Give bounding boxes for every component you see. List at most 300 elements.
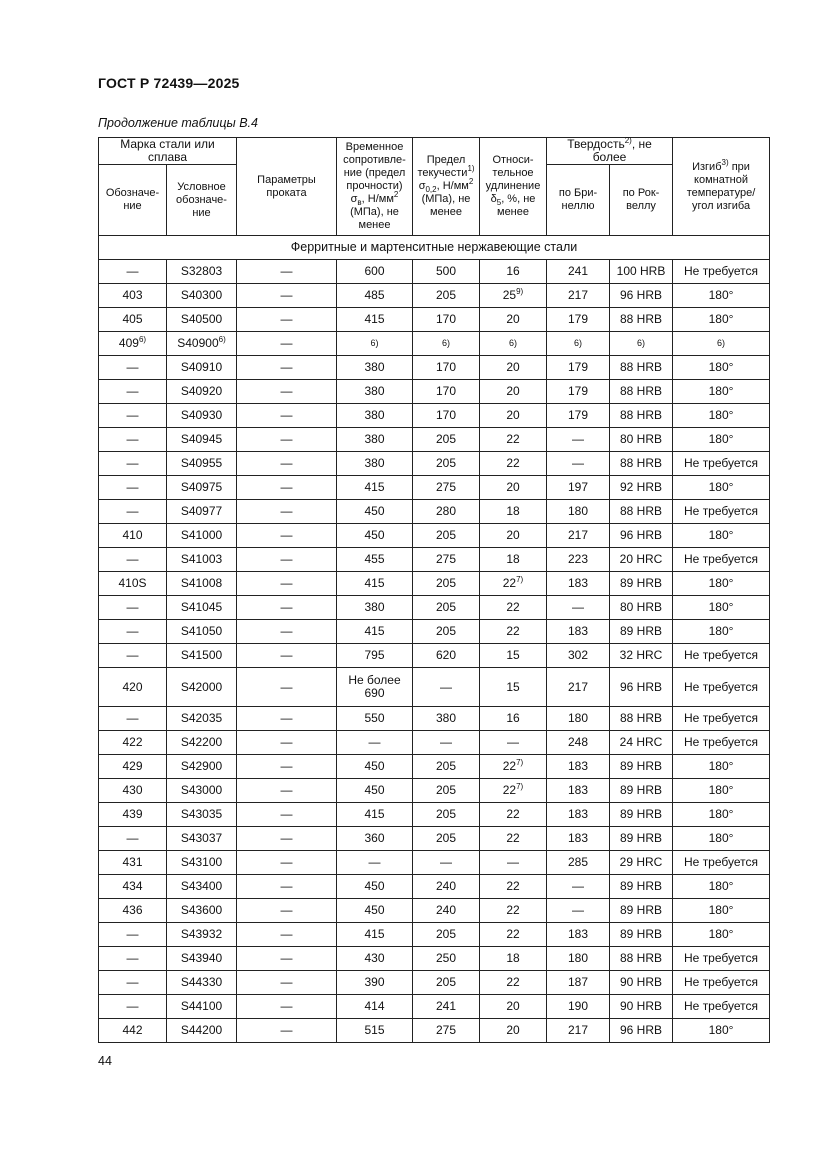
cell-bend: Не требуется [673, 644, 770, 668]
table-row [99, 644, 770, 668]
cell-elongation: 18 [480, 548, 547, 572]
table-row [99, 731, 770, 755]
table-row [99, 923, 770, 947]
cell-rockwell: 89 HRB [610, 923, 673, 947]
cell-yield: — [413, 731, 480, 755]
cell-tensile: 795 [337, 644, 413, 668]
cell-designation: — [99, 644, 167, 668]
cell-tensile: 380 [337, 452, 413, 476]
cell-designation: 422 [99, 731, 167, 755]
cell-tensile: Не более 690 [337, 668, 413, 707]
cell-yield: 170 [413, 380, 480, 404]
document-title: ГОСТ Р 72439—2025 [98, 75, 240, 91]
cell-conventional: S43600 [167, 899, 237, 923]
cell-elongation: 20 [480, 356, 547, 380]
cell-bend: Не требуется [673, 971, 770, 995]
cell-tensile: 450 [337, 899, 413, 923]
table-row [99, 404, 770, 428]
cell-params: — [237, 548, 337, 572]
cell-bend: Не требуется [673, 452, 770, 476]
cell-conventional: S41050 [167, 620, 237, 644]
cell-rockwell: 96 HRB [610, 284, 673, 308]
cell-brinell: 241 [547, 260, 610, 284]
cell-brinell: 197 [547, 476, 610, 500]
cell-designation: — [99, 380, 167, 404]
cell-elongation: 22 [480, 875, 547, 899]
cell-brinell: 179 [547, 404, 610, 428]
cell-bend: 180° [673, 308, 770, 332]
cell-rockwell: 88 HRB [610, 380, 673, 404]
table-row [99, 260, 770, 284]
page-number: 44 [98, 1054, 112, 1068]
cell-tensile: 450 [337, 875, 413, 899]
cell-elongation: 22 [480, 428, 547, 452]
cell-designation: — [99, 404, 167, 428]
cell-conventional: S43932 [167, 923, 237, 947]
cell-params: — [237, 332, 337, 356]
cell-brinell: 248 [547, 731, 610, 755]
cell-tensile: 415 [337, 572, 413, 596]
cell-yield: 250 [413, 947, 480, 971]
cell-params: — [237, 995, 337, 1019]
cell-conventional: S32803 [167, 260, 237, 284]
cell-conventional: S40500 [167, 308, 237, 332]
cell-designation: 405 [99, 308, 167, 332]
cell-params: — [237, 260, 337, 284]
cell-conventional: S44200 [167, 1019, 237, 1043]
cell-elongation: 22 [480, 899, 547, 923]
cell-yield: 275 [413, 1019, 480, 1043]
cell-yield: 205 [413, 971, 480, 995]
cell-designation: 403 [99, 284, 167, 308]
cell-elongation: 18 [480, 947, 547, 971]
table-row [99, 428, 770, 452]
header-brinell: по Бри-неллю [547, 165, 610, 236]
table-row [99, 500, 770, 524]
header-designation: Обозначе-ние [99, 165, 167, 236]
cell-bend: Не требуется [673, 947, 770, 971]
cell-rockwell: 90 HRB [610, 995, 673, 1019]
cell-yield: 205 [413, 524, 480, 548]
cell-rockwell: 24 HRC [610, 731, 673, 755]
cell-brinell: 302 [547, 644, 610, 668]
table-row [99, 755, 770, 779]
table-row [99, 803, 770, 827]
cell-brinell: 183 [547, 572, 610, 596]
cell-designation: — [99, 620, 167, 644]
cell-bend: 180° [673, 827, 770, 851]
cell-designation: — [99, 356, 167, 380]
cell-conventional: S43037 [167, 827, 237, 851]
cell-bend: 180° [673, 404, 770, 428]
cell-params: — [237, 356, 337, 380]
cell-conventional: S40300 [167, 284, 237, 308]
cell-params: — [237, 971, 337, 995]
cell-params: — [237, 452, 337, 476]
cell-designation: 410S [99, 572, 167, 596]
table-row [99, 899, 770, 923]
cell-params: — [237, 947, 337, 971]
cell-tensile: 485 [337, 284, 413, 308]
cell-bend: 180° [673, 428, 770, 452]
cell-yield: 280 [413, 500, 480, 524]
cell-conventional: S43000 [167, 779, 237, 803]
cell-rockwell: 100 HRB [610, 260, 673, 284]
cell-rockwell: 89 HRB [610, 803, 673, 827]
cell-rockwell: 88 HRB [610, 308, 673, 332]
cell-brinell: 190 [547, 995, 610, 1019]
cell-yield: 205 [413, 596, 480, 620]
cell-elongation: 22 [480, 452, 547, 476]
cell-designation: — [99, 971, 167, 995]
cell-elongation: 22 [480, 971, 547, 995]
cell-designation: 442 [99, 1019, 167, 1043]
table-row [99, 851, 770, 875]
cell-elongation: 22 [480, 803, 547, 827]
cell-designation: 436 [99, 899, 167, 923]
cell-yield: 275 [413, 548, 480, 572]
cell-designation: — [99, 596, 167, 620]
cell-params: — [237, 404, 337, 428]
cell-params: — [237, 827, 337, 851]
cell-yield: 205 [413, 923, 480, 947]
cell-bend: 180° [673, 1019, 770, 1043]
cell-tensile: 390 [337, 971, 413, 995]
cell-tensile: 450 [337, 524, 413, 548]
cell-bend: Не требуется [673, 668, 770, 707]
cell-conventional: S40945 [167, 428, 237, 452]
table-row [99, 476, 770, 500]
cell-bend: 6) [673, 332, 770, 356]
cell-designation: — [99, 476, 167, 500]
cell-bend: Не требуется [673, 731, 770, 755]
table-row [99, 284, 770, 308]
table-row [99, 308, 770, 332]
cell-bend: 180° [673, 803, 770, 827]
header-yield: Предел текучести$^{1)}$ $\sigma_{0,2}$, $Н/мм^2$ (МПа), не менее [413, 138, 480, 236]
cell-elongation: 20 [480, 995, 547, 1019]
cell-yield: — [413, 668, 480, 707]
cell-brinell: 217 [547, 524, 610, 548]
cell-brinell: 217 [547, 1019, 610, 1043]
cell-brinell: 183 [547, 923, 610, 947]
cell-yield: 240 [413, 899, 480, 923]
properties-table [98, 137, 770, 1043]
cell-bend: Не требуется [673, 995, 770, 1019]
cell-tensile: 415 [337, 476, 413, 500]
cell-brinell: — [547, 428, 610, 452]
cell-rockwell: 96 HRB [610, 1019, 673, 1043]
header-tensile: Временное сопротивле-ние (предел прочности) $\sigma_в$, $Н/мм^2$ (МПа), не менее [337, 138, 413, 236]
cell-conventional: S40955 [167, 452, 237, 476]
cell-conventional: S40900$^{6)}$ [167, 332, 237, 356]
cell-rockwell: 89 HRB [610, 779, 673, 803]
cell-tensile: 455 [337, 548, 413, 572]
cell-brinell: 6) [547, 332, 610, 356]
cell-brinell: 183 [547, 620, 610, 644]
cell-elongation: 22 [480, 620, 547, 644]
cell-conventional: S41003 [167, 548, 237, 572]
cell-bend: Не требуется [673, 851, 770, 875]
header-bend: Изгиб$^{3)}$ при комнатной температуре/ угол изгиба [673, 138, 770, 236]
table-row [99, 452, 770, 476]
cell-rockwell: 20 HRC [610, 548, 673, 572]
cell-conventional: S42200 [167, 731, 237, 755]
cell-params: — [237, 620, 337, 644]
cell-params: — [237, 899, 337, 923]
cell-params: — [237, 731, 337, 755]
cell-bend: Не требуется [673, 707, 770, 731]
cell-elongation: 22 [480, 827, 547, 851]
cell-elongation: 20 [480, 380, 547, 404]
cell-brinell: — [547, 899, 610, 923]
cell-yield: — [413, 851, 480, 875]
cell-elongation: 20 [480, 308, 547, 332]
cell-tensile: 380 [337, 404, 413, 428]
cell-yield: 275 [413, 476, 480, 500]
cell-params: — [237, 596, 337, 620]
header-params: Параметры проката [237, 138, 337, 236]
cell-brinell: 179 [547, 308, 610, 332]
cell-elongation: 18 [480, 500, 547, 524]
table-row [99, 668, 770, 707]
cell-elongation: 22 [480, 923, 547, 947]
cell-tensile: 6) [337, 332, 413, 356]
cell-bend: 180° [673, 356, 770, 380]
cell-bend: Не требуется [673, 548, 770, 572]
cell-tensile: 430 [337, 947, 413, 971]
cell-bend: 180° [673, 899, 770, 923]
cell-params: — [237, 428, 337, 452]
table-row [99, 707, 770, 731]
cell-bend: 180° [673, 875, 770, 899]
cell-designation: — [99, 548, 167, 572]
cell-tensile: — [337, 851, 413, 875]
cell-bend: 180° [673, 620, 770, 644]
cell-yield: 205 [413, 452, 480, 476]
cell-conventional: S43100 [167, 851, 237, 875]
cell-yield: 500 [413, 260, 480, 284]
cell-rockwell: 89 HRB [610, 899, 673, 923]
cell-rockwell: 89 HRB [610, 755, 673, 779]
cell-elongation: 22 [480, 596, 547, 620]
cell-params: — [237, 524, 337, 548]
cell-yield: 380 [413, 707, 480, 731]
cell-rockwell: 88 HRB [610, 452, 673, 476]
cell-elongation: 6) [480, 332, 547, 356]
cell-tensile: 380 [337, 596, 413, 620]
cell-brinell: 217 [547, 284, 610, 308]
cell-brinell: 180 [547, 707, 610, 731]
cell-elongation: 20 [480, 1019, 547, 1043]
table-row [99, 548, 770, 572]
cell-rockwell: 88 HRB [610, 356, 673, 380]
cell-designation: — [99, 707, 167, 731]
cell-yield: 205 [413, 620, 480, 644]
cell-yield: 6) [413, 332, 480, 356]
cell-yield: 620 [413, 644, 480, 668]
cell-designation: — [99, 923, 167, 947]
cell-designation: 431 [99, 851, 167, 875]
cell-conventional: S40975 [167, 476, 237, 500]
cell-conventional: S44100 [167, 995, 237, 1019]
cell-elongation: 20 [480, 404, 547, 428]
table-row [99, 572, 770, 596]
table-row [99, 524, 770, 548]
table-row [99, 356, 770, 380]
cell-params: — [237, 668, 337, 707]
cell-rockwell: 88 HRB [610, 707, 673, 731]
cell-params: — [237, 755, 337, 779]
cell-designation: 409$^{6)}$ [99, 332, 167, 356]
cell-conventional: S40910 [167, 356, 237, 380]
cell-brinell: — [547, 452, 610, 476]
cell-elongation: — [480, 731, 547, 755]
cell-brinell: 180 [547, 500, 610, 524]
cell-params: — [237, 803, 337, 827]
cell-designation: 429 [99, 755, 167, 779]
cell-tensile: 450 [337, 500, 413, 524]
cell-params: — [237, 875, 337, 899]
cell-designation: 410 [99, 524, 167, 548]
cell-designation: 439 [99, 803, 167, 827]
cell-tensile: — [337, 731, 413, 755]
cell-params: — [237, 308, 337, 332]
cell-brinell: — [547, 875, 610, 899]
cell-tensile: 380 [337, 356, 413, 380]
cell-yield: 205 [413, 428, 480, 452]
cell-params: — [237, 779, 337, 803]
cell-yield: 170 [413, 308, 480, 332]
cell-brinell: 183 [547, 755, 610, 779]
section-heading: Ферритные и мартенситные нержавеющие стали [99, 236, 770, 260]
cell-bend: 180° [673, 572, 770, 596]
cell-conventional: S40930 [167, 404, 237, 428]
cell-conventional: S43400 [167, 875, 237, 899]
header-conventional: Условное обозначе-ние [167, 165, 237, 236]
cell-rockwell: 89 HRB [610, 827, 673, 851]
cell-conventional: S42000 [167, 668, 237, 707]
cell-conventional: S40977 [167, 500, 237, 524]
cell-elongation: 15 [480, 668, 547, 707]
cell-conventional: S43035 [167, 803, 237, 827]
cell-bend: Не требуется [673, 260, 770, 284]
cell-conventional: S40920 [167, 380, 237, 404]
header-hardness: Твердость$^{2)}$, не более [547, 138, 673, 165]
cell-elongation: 16 [480, 707, 547, 731]
cell-elongation: 15 [480, 644, 547, 668]
table-row [99, 875, 770, 899]
cell-elongation: — [480, 851, 547, 875]
table-row [99, 827, 770, 851]
cell-rockwell: 88 HRB [610, 500, 673, 524]
cell-designation: — [99, 500, 167, 524]
cell-rockwell: 92 HRB [610, 476, 673, 500]
cell-designation: — [99, 260, 167, 284]
cell-yield: 240 [413, 875, 480, 899]
cell-brinell: 183 [547, 827, 610, 851]
cell-tensile: 450 [337, 779, 413, 803]
cell-rockwell: 89 HRB [610, 572, 673, 596]
cell-rockwell: 32 HRC [610, 644, 673, 668]
cell-tensile: 515 [337, 1019, 413, 1043]
cell-designation: — [99, 947, 167, 971]
cell-elongation: 22$^{7)}$ [480, 755, 547, 779]
cell-yield: 205 [413, 779, 480, 803]
cell-brinell: 179 [547, 380, 610, 404]
cell-bend: 180° [673, 284, 770, 308]
cell-tensile: 360 [337, 827, 413, 851]
cell-designation: — [99, 827, 167, 851]
cell-conventional: S43940 [167, 947, 237, 971]
cell-elongation: 22$^{7)}$ [480, 779, 547, 803]
cell-params: — [237, 707, 337, 731]
cell-elongation: 20 [480, 476, 547, 500]
cell-conventional: S44330 [167, 971, 237, 995]
cell-tensile: 415 [337, 620, 413, 644]
cell-tensile: 600 [337, 260, 413, 284]
cell-tensile: 380 [337, 380, 413, 404]
cell-yield: 170 [413, 356, 480, 380]
cell-yield: 170 [413, 404, 480, 428]
cell-brinell: 217 [547, 668, 610, 707]
cell-elongation: 25$^{9)}$ [480, 284, 547, 308]
table-row [99, 779, 770, 803]
table-row [99, 596, 770, 620]
table-row [99, 947, 770, 971]
cell-brinell: 183 [547, 779, 610, 803]
cell-conventional: S41045 [167, 596, 237, 620]
cell-elongation: 20 [480, 524, 547, 548]
cell-rockwell: 89 HRB [610, 875, 673, 899]
cell-tensile: 415 [337, 803, 413, 827]
table-row [99, 1019, 770, 1043]
cell-rockwell: 6) [610, 332, 673, 356]
cell-params: — [237, 572, 337, 596]
cell-yield: 205 [413, 755, 480, 779]
cell-tensile: 415 [337, 308, 413, 332]
cell-designation: — [99, 452, 167, 476]
cell-rockwell: 29 HRC [610, 851, 673, 875]
cell-elongation: 16 [480, 260, 547, 284]
cell-designation: 420 [99, 668, 167, 707]
cell-conventional: S41000 [167, 524, 237, 548]
table-row [99, 620, 770, 644]
cell-tensile: 450 [337, 755, 413, 779]
cell-yield: 205 [413, 827, 480, 851]
cell-yield: 205 [413, 803, 480, 827]
cell-conventional: S41500 [167, 644, 237, 668]
cell-rockwell: 80 HRB [610, 428, 673, 452]
cell-bend: 180° [673, 779, 770, 803]
cell-conventional: S41008 [167, 572, 237, 596]
header-grade-group: Марка стали или сплава [99, 138, 237, 165]
cell-params: — [237, 1019, 337, 1043]
cell-rockwell: 96 HRB [610, 524, 673, 548]
cell-designation: 434 [99, 875, 167, 899]
cell-params: — [237, 380, 337, 404]
cell-designation: — [99, 995, 167, 1019]
cell-bend: 180° [673, 596, 770, 620]
cell-brinell: 183 [547, 803, 610, 827]
cell-brinell: 285 [547, 851, 610, 875]
cell-params: — [237, 644, 337, 668]
cell-tensile: 380 [337, 428, 413, 452]
cell-brinell: 187 [547, 971, 610, 995]
cell-brinell: 223 [547, 548, 610, 572]
table-caption: Продолжение таблицы В.4 [98, 116, 258, 130]
cell-conventional: S42900 [167, 755, 237, 779]
